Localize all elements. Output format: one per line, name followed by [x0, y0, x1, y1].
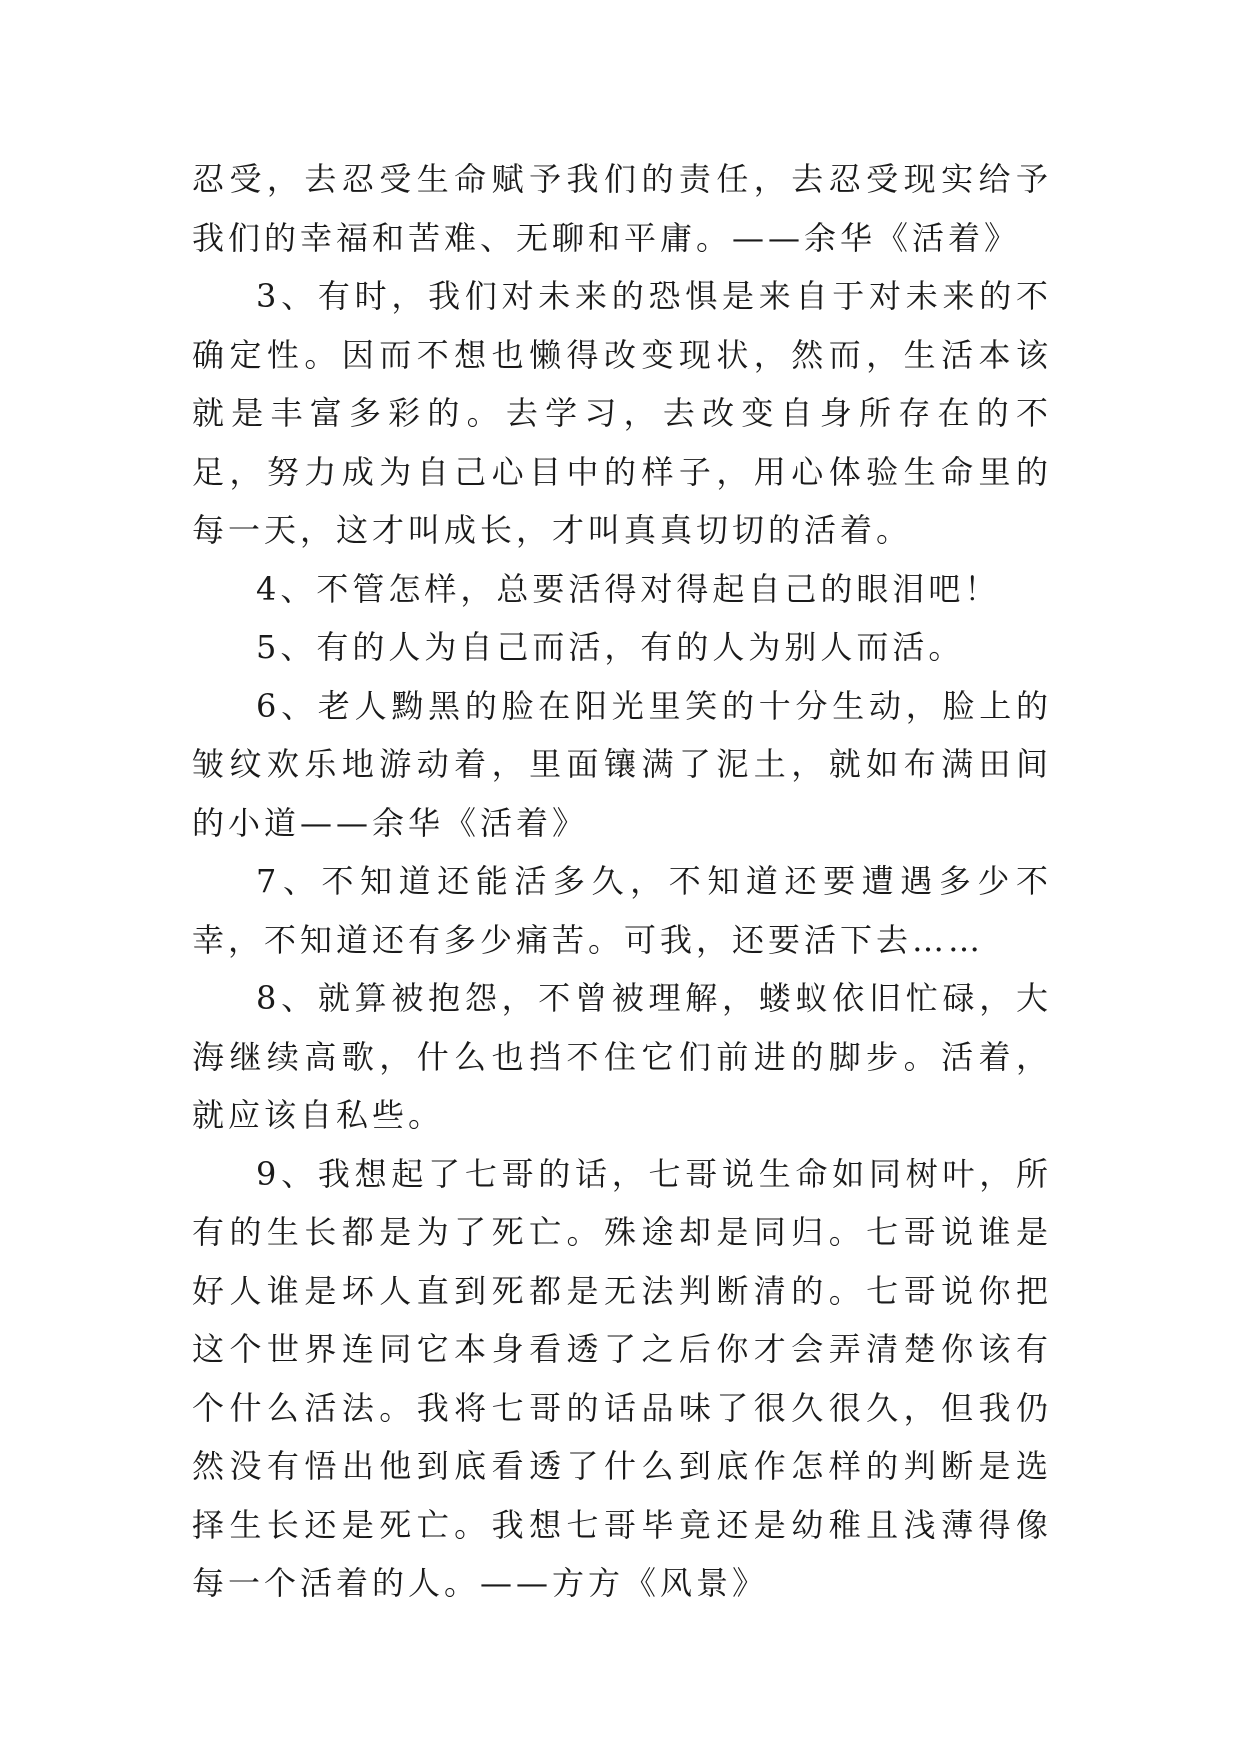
paragraph-item-9: 9、我想起了七哥的话，七哥说生命如同树叶，所有的生长都是为了死亡。殊途却是同归。七哥说谁是好人谁是坏人直到死都是无法判断清的。七哥说你把这个世界连同它本身看透了之后你才会弄清楚你该有个什么活法。我将七哥的话品味了很久很久，但我仍然没有悟出他到底看透了什么到底作怎样的判断是选择生长还是死亡。我想七哥毕竟还是幼稚且浅薄得像每一个活着的人。——方方《风景》: [192, 1154, 1052, 1602]
paragraph-item-8: 8、就算被抱怨，不曾被理解，蝼蚁依旧忙碌，大海继续高歌，什么也挡不住它们前进的脚步。活着，就应该自私些。: [192, 979, 1052, 1134]
paragraph-item-4: 4、不管怎样，总要活得对得起自己的眼泪吧！: [256, 569, 1001, 608]
document-body: [192, 150, 1052, 1613]
paragraph-continuation: 忍受，去忍受生命赋予我们的责任，去忍受现实给予我们的幸福和苦难、无聊和平庸。——余华《活着》: [192, 160, 1052, 257]
paragraph-item-7: 7、不知道还能活多久，不知道还要遭遇多少不幸，不知道还有多少痛苦。可我，还要活下去……: [192, 862, 1052, 959]
paragraph-item-3: 3、有时，我们对未来的恐惧是来自于对未来的不确定性。因而不想也懒得改变现状，然而，生活本该就是丰富多彩的。去学习，去改变自身所存在的不足，努力成为自己心目中的样子，用心体验生命里的每一天，这才叫成长，才叫真真切切的活着。: [192, 277, 1052, 549]
paragraph-item-5: 5、有的人为自己而活，有的人为别人而活。: [256, 628, 965, 666]
paragraph-item-6: 6、老人黝黑的脸在阳光里笑的十分生动，脸上的皱纹欢乐地游动着，里面镶满了泥土，就如布满田间的小道——余华《活着》: [192, 686, 1052, 842]
